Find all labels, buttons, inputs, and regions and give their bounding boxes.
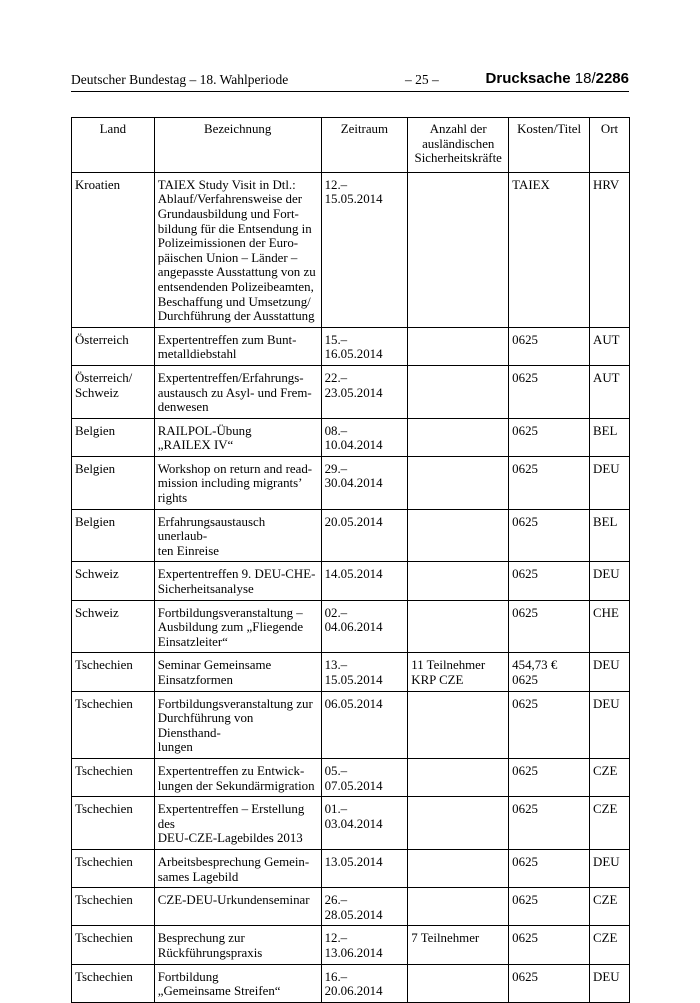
table-row [72, 562, 630, 600]
cell-bezeichnung: Besprechung zur Rückführungspraxis [154, 926, 321, 964]
cell-kosten: 0625 [509, 509, 590, 562]
table-row [72, 327, 630, 365]
table-row [72, 600, 630, 653]
cell-kosten: 0625 [509, 562, 590, 600]
cell-zeitraum: 14.05.2014 [321, 562, 408, 600]
table-row [72, 365, 630, 418]
cell-land: Tschechien [72, 926, 155, 964]
cell-anzahl [408, 758, 509, 796]
cell-land: Österreich/ Schweiz [72, 365, 155, 418]
cell-kosten: 0625 [509, 849, 590, 887]
table-row [72, 653, 630, 691]
table-row [72, 456, 630, 509]
cell-ort: CZE [590, 797, 630, 850]
cell-anzahl [408, 600, 509, 653]
cell-ort: CZE [590, 758, 630, 796]
document-label: Drucksache [485, 70, 571, 87]
cell-zeitraum: 29.–30.04.2014 [321, 456, 408, 509]
cell-kosten: 0625 [509, 888, 590, 926]
cell-anzahl [408, 562, 509, 600]
cell-zeitraum: 02.–04.06.2014 [321, 600, 408, 653]
cell-anzahl [408, 365, 509, 418]
cell-ort: BEL [590, 418, 630, 456]
cell-zeitraum: 13.–15.05.2014 [321, 653, 408, 691]
column-header: Land [72, 118, 155, 173]
cell-bezeichnung: Erfahrungsaustausch unerlaub- ten Einreise [154, 509, 321, 562]
cell-land: Tschechien [72, 888, 155, 926]
cell-zeitraum: 22.–23.05.2014 [321, 365, 408, 418]
cell-land: Tschechien [72, 653, 155, 691]
cell-kosten: 0625 [509, 456, 590, 509]
cell-anzahl [408, 964, 509, 1002]
table-row [72, 418, 630, 456]
cell-bezeichnung: Workshop on return and read- mission including migrants’ rights [154, 456, 321, 509]
cell-ort: DEU [590, 964, 630, 1002]
cell-bezeichnung: CZE-DEU-Urkundenseminar [154, 888, 321, 926]
cell-ort: DEU [590, 562, 630, 600]
cell-anzahl [408, 172, 509, 327]
column-header: Anzahl der ausländischen Sicherheitskräfte [408, 118, 509, 173]
cell-kosten: 0625 [509, 327, 590, 365]
cell-kosten: 0625 [509, 797, 590, 850]
cell-land: Belgien [72, 418, 155, 456]
cell-kosten: 0625 [509, 600, 590, 653]
measures-table [71, 117, 630, 1003]
cell-anzahl: 11 Teilnehmer KRP CZE [408, 653, 509, 691]
column-header: Zeitraum [321, 118, 408, 173]
table-row [72, 758, 630, 796]
cell-kosten: TAIEX [509, 172, 590, 327]
cell-anzahl [408, 456, 509, 509]
cell-land: Tschechien [72, 758, 155, 796]
cell-zeitraum: 01.–03.04.2014 [321, 797, 408, 850]
cell-anzahl [408, 418, 509, 456]
cell-anzahl: 7 Teilnehmer [408, 926, 509, 964]
document-number [486, 70, 629, 87]
cell-ort: DEU [590, 849, 630, 887]
table-row [72, 172, 630, 327]
header-publisher: Deutscher Bundestag – 18. Wahlperiode [71, 72, 289, 87]
cell-ort: DEU [590, 456, 630, 509]
column-header: Kosten/Titel [509, 118, 590, 173]
table-row [72, 964, 630, 1002]
cell-ort: DEU [590, 691, 630, 758]
document-number-value: 2286 [595, 70, 629, 87]
cell-zeitraum: 13.05.2014 [321, 849, 408, 887]
cell-kosten: 0625 [509, 964, 590, 1002]
table-row [72, 691, 630, 758]
cell-ort: AUT [590, 327, 630, 365]
cell-bezeichnung: RAILPOL-Übung „RAILEX IV“ [154, 418, 321, 456]
cell-land: Tschechien [72, 849, 155, 887]
table-row [72, 849, 630, 887]
page-number: – 25 – [405, 72, 439, 87]
cell-ort: HRV [590, 172, 630, 327]
table-row [72, 888, 630, 926]
cell-zeitraum: 05.–07.05.2014 [321, 758, 408, 796]
cell-bezeichnung: Fortbildung „Gemeinsame Streifen“ [154, 964, 321, 1002]
cell-bezeichnung: Expertentreffen/Erfahrungs- austausch zu Asyl- und Frem- denwesen [154, 365, 321, 418]
cell-land: Schweiz [72, 562, 155, 600]
cell-bezeichnung: Fortbildungsveranstaltung – Ausbildung zum „Fliegende Einsatzleiter“ [154, 600, 321, 653]
cell-bezeichnung: Expertentreffen – Erstellung des DEU-CZE-Lagebildes 2013 [154, 797, 321, 850]
cell-anzahl [408, 327, 509, 365]
document-number-prefix: 18/ [574, 70, 596, 87]
cell-land: Tschechien [72, 964, 155, 1002]
table-row [72, 509, 630, 562]
cell-anzahl [408, 888, 509, 926]
cell-anzahl [408, 849, 509, 887]
cell-bezeichnung: Arbeitsbesprechung Gemein- sames Lagebild [154, 849, 321, 887]
cell-anzahl [408, 797, 509, 850]
page-header [71, 70, 629, 92]
cell-zeitraum: 26.–28.05.2014 [321, 888, 408, 926]
cell-bezeichnung: Expertentreffen zum Bunt- metalldiebstahl [154, 327, 321, 365]
cell-zeitraum: 06.05.2014 [321, 691, 408, 758]
cell-land: Kroatien [72, 172, 155, 327]
cell-land: Belgien [72, 456, 155, 509]
cell-zeitraum: 12.–13.06.2014 [321, 926, 408, 964]
cell-land: Österreich [72, 327, 155, 365]
cell-ort: CZE [590, 926, 630, 964]
cell-kosten: 0625 [509, 758, 590, 796]
cell-anzahl [408, 509, 509, 562]
cell-bezeichnung: TAIEX Study Visit in Dtl.: Ablauf/Verfahrensweise der Grundausbildung und Fort- bildung für die Entsendung in Polizeimissionen der Euro- päischen Union – Länder – angepasste Ausstattung von zu entsendenden Polizeibeamten, Beschaffung und Umsetzung/ Durchführung der Ausstattung [154, 172, 321, 327]
cell-bezeichnung: Expertentreffen zu Entwick- lungen der Sekundärmigration [154, 758, 321, 796]
table-row [72, 926, 630, 964]
cell-ort: DEU [590, 653, 630, 691]
column-header: Ort [590, 118, 630, 173]
cell-bezeichnung: Fortbildungsveranstaltung zur Durchführung von Diensthand- lungen [154, 691, 321, 758]
table-row [72, 797, 630, 850]
cell-ort: CZE [590, 888, 630, 926]
cell-zeitraum: 20.05.2014 [321, 509, 408, 562]
cell-kosten: 0625 [509, 418, 590, 456]
cell-zeitraum: 16.–20.06.2014 [321, 964, 408, 1002]
cell-ort: CHE [590, 600, 630, 653]
table-body [72, 172, 630, 1002]
cell-zeitraum: 08.–10.04.2014 [321, 418, 408, 456]
cell-kosten: 454,73 € 0625 [509, 653, 590, 691]
cell-kosten: 0625 [509, 365, 590, 418]
cell-land: Tschechien [72, 797, 155, 850]
cell-kosten: 0625 [509, 926, 590, 964]
cell-kosten: 0625 [509, 691, 590, 758]
column-header: Bezeichnung [154, 118, 321, 173]
cell-zeitraum: 12.–15.05.2014 [321, 172, 408, 327]
table-header-row [72, 118, 630, 173]
cell-land: Tschechien [72, 691, 155, 758]
header-rule [71, 91, 629, 92]
cell-ort: AUT [590, 365, 630, 418]
cell-anzahl [408, 691, 509, 758]
cell-ort: BEL [590, 509, 630, 562]
cell-zeitraum: 15.–16.05.2014 [321, 327, 408, 365]
cell-land: Schweiz [72, 600, 155, 653]
cell-bezeichnung: Seminar Gemeinsame Einsatzformen [154, 653, 321, 691]
cell-bezeichnung: Expertentreffen 9. DEU-CHE- Sicherheitsanalyse [154, 562, 321, 600]
cell-land: Belgien [72, 509, 155, 562]
